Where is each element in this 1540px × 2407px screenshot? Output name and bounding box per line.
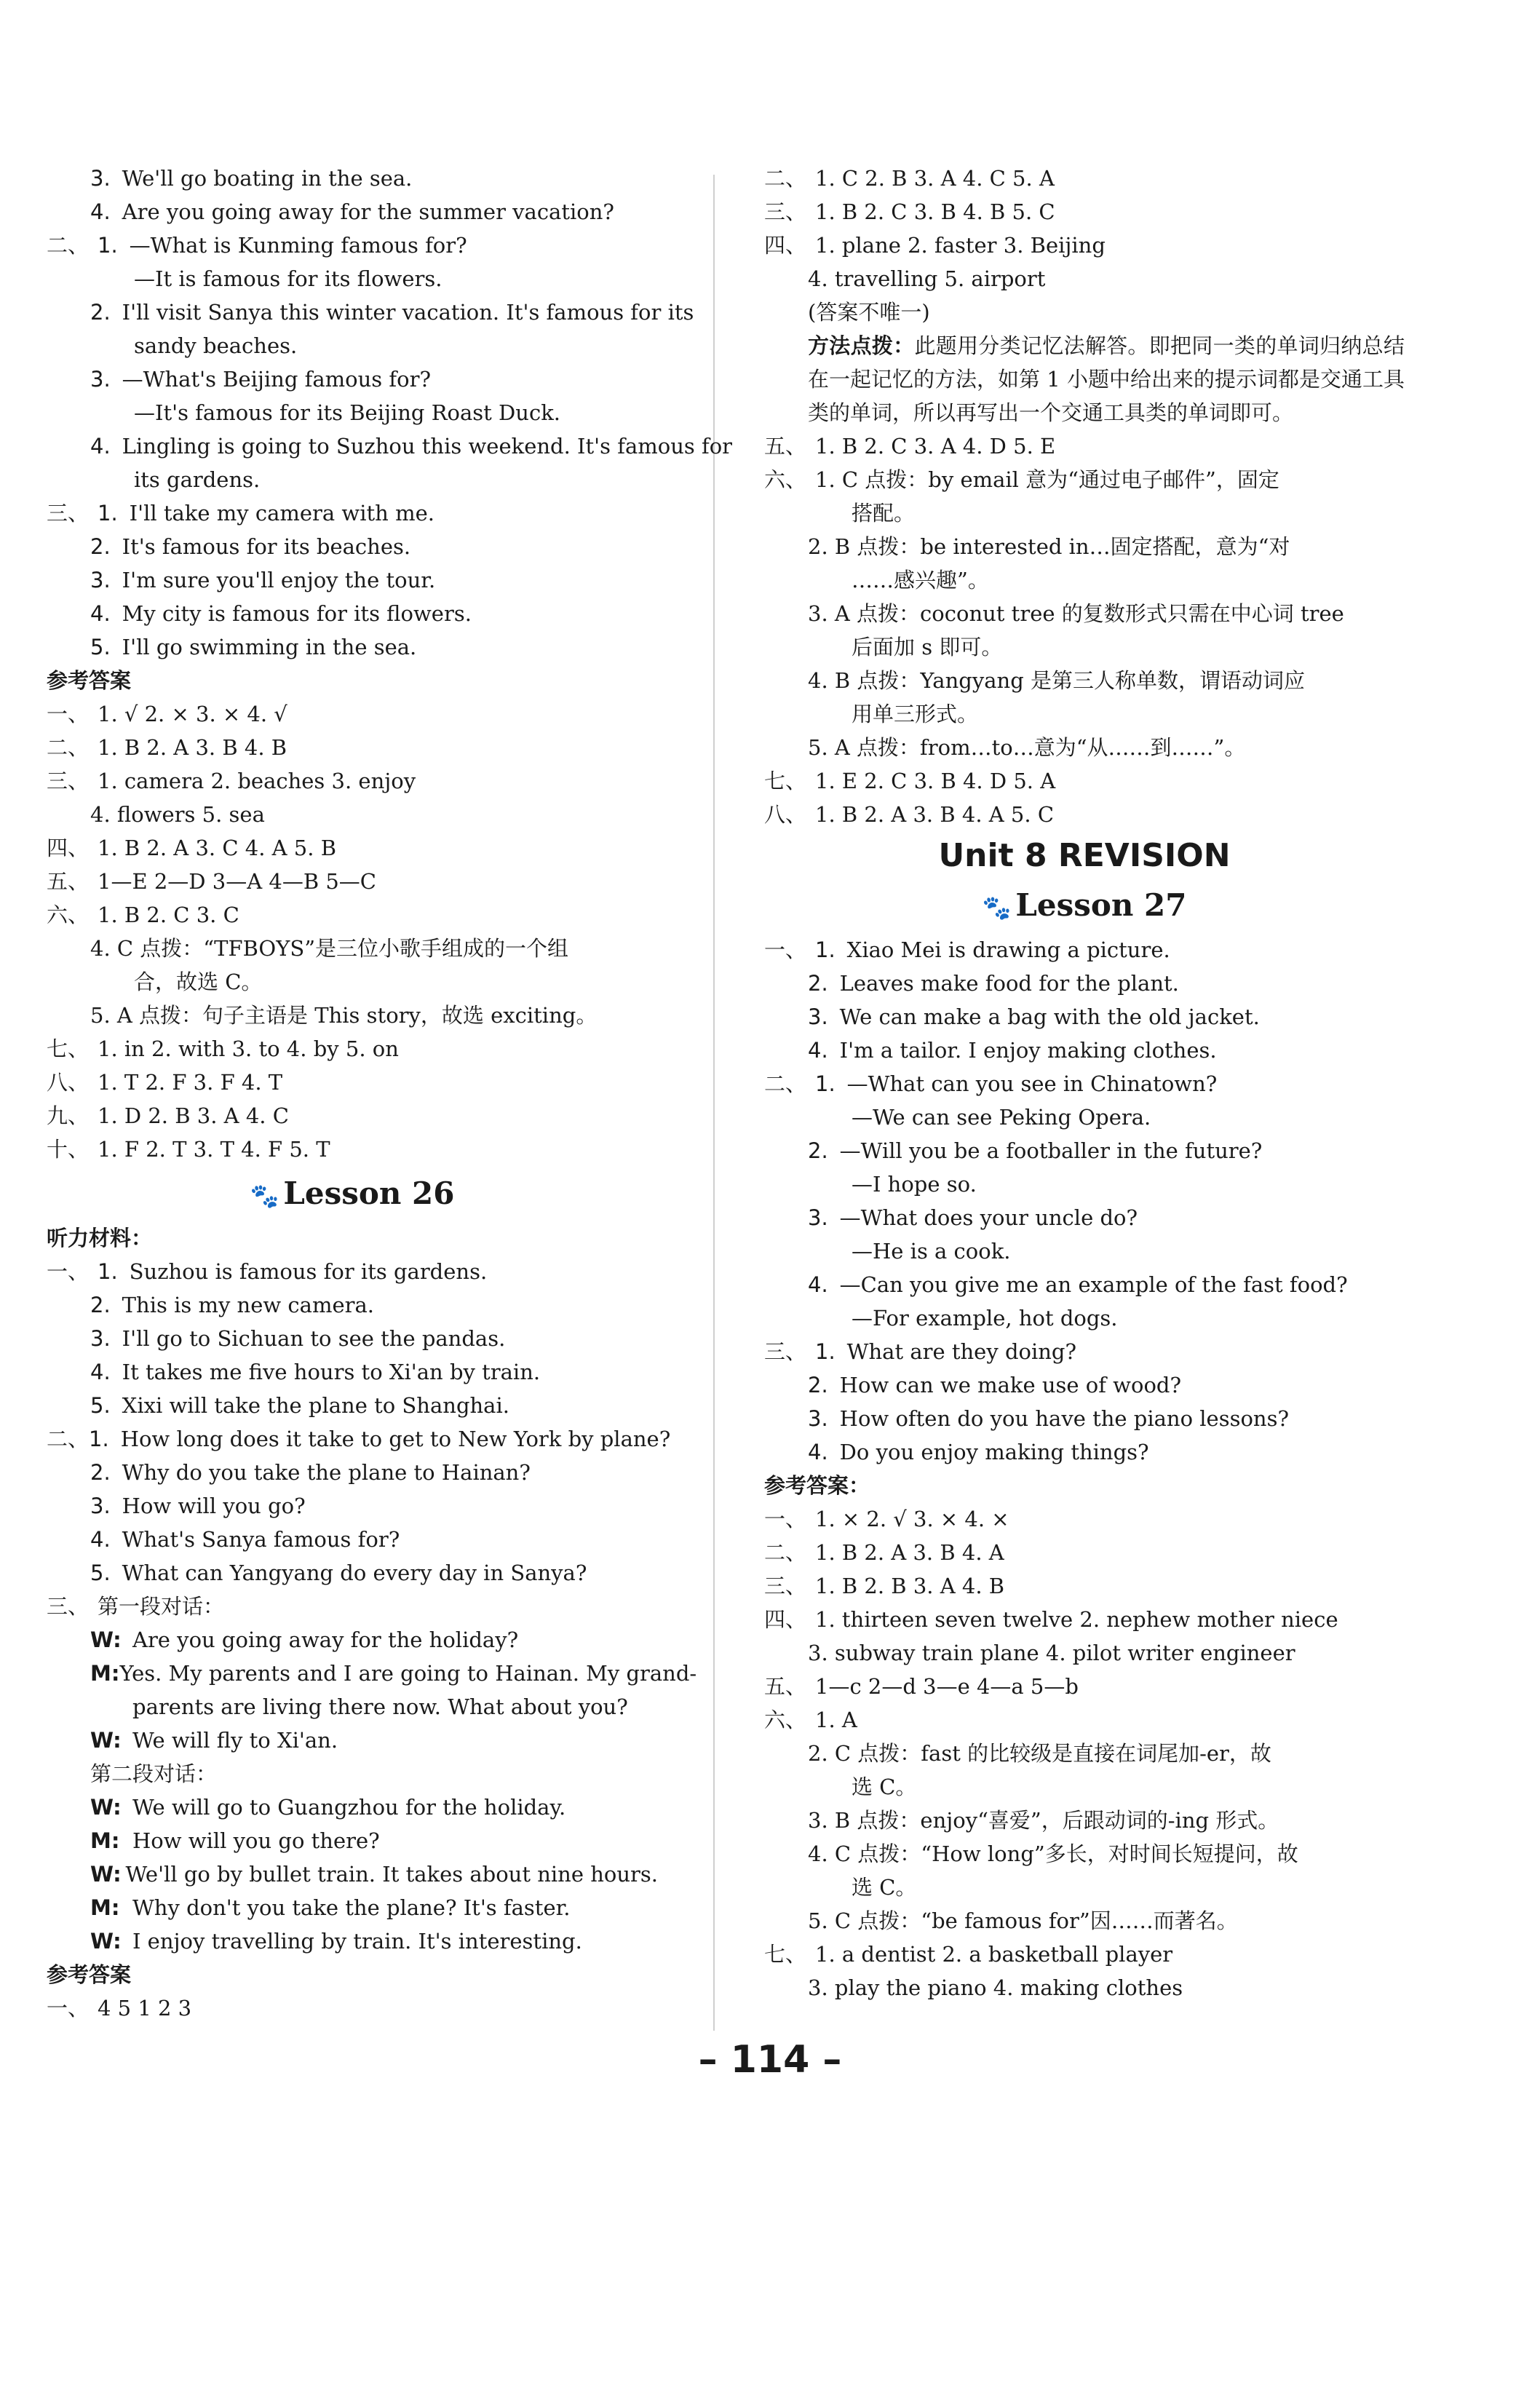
item-text: I'm a tailor. I enjoy making clothes.: [839, 1038, 1217, 1063]
method-text: 此题用分类记忆法解答。即把同一类的单词归纳总结在一起记忆的方法，如第 1 小题中给出来的提示词都是交通工具类的单词，所以再写出一个交通工具类的单词即可。: [808, 333, 1405, 425]
section-label: 三、: [764, 1574, 807, 1598]
section-label: 三、: [47, 501, 90, 526]
right-top-answers: [764, 162, 1405, 329]
text-line: [764, 162, 1405, 195]
section-label: 五、: [764, 434, 807, 459]
section-label: 八、: [47, 1070, 90, 1095]
text-line: [47, 1523, 658, 1556]
text-line: [764, 798, 1405, 831]
item-text: ……感兴趣”。: [852, 568, 989, 592]
section-label: 二、: [764, 1540, 807, 1565]
item-text: 1. B 2. A 3. C 4. A 5. B: [98, 836, 337, 860]
left-top-items: [47, 162, 733, 664]
item-text: 4. C 点拨：“TFBOYS”是三位小歌手组成的一个组: [90, 936, 569, 961]
item-text: 1. B 2. A 3. B 4. A: [815, 1540, 1004, 1565]
text-line: [47, 296, 694, 329]
item-text: 合，故选 C。: [134, 969, 263, 994]
dialogue-text: I enjoy travelling by train. It's interesting.: [132, 1929, 582, 1954]
text-line: [47, 1288, 658, 1322]
section-label: 三、: [47, 1594, 90, 1619]
text-line: [47, 630, 658, 664]
item-text: Do you enjoy making things?: [839, 1440, 1149, 1464]
lesson-27-items: [764, 933, 1405, 1469]
text-line: [764, 1904, 1405, 1938]
item-text: 1. B 2. B 3. A 4. B: [815, 1574, 1005, 1598]
lesson-27-title: [764, 882, 1405, 929]
section-label: 二、: [764, 166, 807, 191]
item-number: 2.: [808, 1373, 828, 1397]
text-line: [764, 1636, 1405, 1670]
item-text: —What can you see in Chinatown?: [846, 1071, 1218, 1096]
item-number: 1.: [98, 501, 118, 526]
item-text: Why do you take the plane to Hainan?: [122, 1460, 531, 1485]
section-label: 五、: [47, 869, 90, 894]
dialogue-line: [47, 1690, 658, 1724]
text-line: [764, 496, 1405, 530]
text-line: [47, 1255, 658, 1288]
item-text: —Can you give me an example of the fast food?: [839, 1272, 1348, 1297]
item-text: 4. C 点拨：“How long”多长，对时间长短提问，故: [808, 1841, 1298, 1866]
item-text: How long does it take to get to New York by plane?: [120, 1427, 671, 1451]
page-number: – 114 –: [698, 2038, 842, 2082]
text-line: [764, 1938, 1405, 1971]
text-line: [764, 262, 1405, 296]
paw-icon: 🐾: [250, 1182, 279, 1210]
section-label: 一、: [764, 1507, 807, 1531]
item-number: 1.: [815, 937, 836, 962]
speaker-label: W:: [90, 1728, 122, 1753]
dialogue-line: [47, 1791, 658, 1824]
text-line: [47, 362, 658, 396]
answers-heading: 参考答案: [47, 668, 132, 693]
section-label: 四、: [764, 1607, 807, 1632]
text-line: [764, 1435, 1405, 1469]
dialogue-text: Are you going away for the holiday?: [132, 1627, 519, 1652]
item-text: I'll go swimming in the sea.: [122, 635, 417, 659]
text-line: [764, 530, 1405, 563]
text-line: [47, 1456, 658, 1489]
item-text: —What's Beijing famous for?: [122, 367, 432, 392]
text-line: [47, 195, 658, 229]
text-line: [764, 1034, 1405, 1067]
item-text: We can make a bag with the old jacket.: [839, 1004, 1260, 1029]
text-line: [764, 597, 1405, 630]
method-tip: [764, 329, 1405, 429]
lesson-26-text: Lesson 26: [283, 1175, 455, 1211]
dialogue-text: Yes. My parents and I are going to Hainan. My grand-: [119, 1661, 697, 1686]
dialogue-2-heading: [47, 1757, 658, 1791]
item-text: My city is famous for its flowers.: [122, 601, 472, 626]
item-text: 用单三形式。: [852, 702, 979, 726]
dialogue-2-head-text: 第二段对话：: [90, 1761, 218, 1786]
section-label: 一、: [47, 1996, 90, 2021]
text-line: [764, 1101, 1405, 1134]
lesson-27-text: Lesson 27: [1015, 887, 1187, 923]
text-line: [47, 831, 658, 865]
item-number: 3.: [808, 1205, 828, 1230]
dialogue-line: [47, 1924, 658, 1958]
item-text: 1. camera 2. beaches 3. enjoy: [98, 769, 416, 793]
item-text: 3. A 点拨：coconut tree 的复数形式只需在中心词 tree: [808, 601, 1344, 626]
item-text: —It's famous for its Beijing Roast Duck.: [134, 400, 561, 425]
text-line: [764, 1134, 1405, 1167]
item-text: 1. F 2. T 3. T 4. F 5. T: [98, 1137, 330, 1162]
text-line: [764, 1770, 1405, 1804]
item-text: 3. B 点拨：enjoy“喜爱”，后跟动词的-ing 形式。: [808, 1808, 1279, 1833]
unit-title: Unit 8 REVISION: [938, 837, 1231, 874]
text-line: [47, 1355, 658, 1389]
item-text: 后面加 s 即可。: [852, 635, 1003, 659]
text-line: [764, 1201, 1405, 1234]
text-line: [764, 697, 1405, 731]
text-line: [764, 1067, 1405, 1101]
dialogue-text: We will fly to Xi'an.: [132, 1728, 338, 1753]
item-text: What are they doing?: [846, 1339, 1077, 1364]
dialogue-line: [47, 1824, 658, 1857]
item-text: 1. in 2. with 3. to 4. by 5. on: [98, 1036, 399, 1061]
section-label: 七、: [764, 1942, 807, 1967]
item-text: (答案不唯一): [808, 300, 930, 325]
text-line: [47, 1322, 658, 1355]
text-line: [764, 296, 1405, 329]
text-line: [47, 262, 658, 296]
text-line: [47, 999, 658, 1032]
item-text: Suzhou is famous for its gardens.: [129, 1259, 488, 1284]
item-text: 5. A 点拨：from…to…意为“从……到……”。: [808, 735, 1246, 760]
item-text: —He is a cook.: [852, 1239, 1011, 1264]
item-text: Xiao Mei is drawing a picture.: [846, 937, 1170, 962]
item-text: its gardens.: [134, 467, 261, 492]
text-line: [764, 1502, 1405, 1536]
item-number: 4.: [90, 1527, 111, 1552]
item-text: Are you going away for the summer vacation?: [122, 199, 614, 224]
speaker-label: W:: [90, 1795, 122, 1820]
listening-heading: 听力材料：: [47, 1226, 153, 1250]
item-text: I'm sure you'll enjoy the tour.: [122, 568, 436, 592]
section-label: 一、: [47, 702, 90, 726]
item-text: How will you go?: [122, 1494, 306, 1518]
text-line: [47, 731, 658, 764]
text-line: [47, 162, 658, 195]
section-label: 六、: [47, 903, 90, 927]
item-text: 1. B 2. C 3. C: [98, 903, 239, 927]
text-line: [47, 229, 658, 262]
text-line: [47, 898, 658, 932]
right-answers: [764, 1502, 1405, 2004]
item-text: 1. D 2. B 3. A 4. C: [98, 1103, 289, 1128]
dialogue-text: Why don't you take the plane? It's faster.: [132, 1895, 571, 1920]
item-text: sandy beaches.: [134, 333, 298, 358]
dialogue-line: [47, 1657, 697, 1690]
item-number: 1.: [815, 1339, 836, 1364]
text-line: [764, 1402, 1405, 1435]
item-number: 4.: [808, 1440, 828, 1464]
text-line: [47, 1556, 658, 1590]
text-line: [764, 1335, 1405, 1368]
method-label: 方法点拨：: [808, 333, 915, 358]
speaker-label: W:: [90, 1929, 122, 1954]
section-label: 二、: [47, 1427, 90, 1451]
paw-icon: 🐾: [982, 894, 1012, 921]
item-text: 1. B 2. C 3. B 4. B 5. C: [815, 199, 1055, 224]
text-line: [764, 1569, 1405, 1603]
section-label: 二、: [47, 735, 90, 760]
section-label: 四、: [764, 233, 807, 258]
item-text: 4. travelling 5. airport: [808, 266, 1046, 291]
section-label: 九、: [47, 1103, 90, 1128]
dialogue-line: [47, 1891, 658, 1924]
item-text: How can we make use of wood?: [839, 1373, 1182, 1397]
speaker-label: M:: [90, 1661, 120, 1686]
item-text: 1. √ 2. × 3. × 4. √: [98, 702, 287, 726]
item-number: 4.: [90, 1360, 111, 1384]
text-line: [47, 429, 733, 463]
item-text: 1. × 2. √ 3. × 4. ×: [815, 1507, 1009, 1531]
text-line: [764, 664, 1405, 697]
text-line: [47, 965, 658, 999]
section-label: 三、: [764, 1339, 807, 1364]
item-number: 3.: [90, 1494, 111, 1518]
dialogue-line: [47, 1857, 658, 1891]
item-text: What can Yangyang do every day in Sanya?: [122, 1561, 587, 1585]
dialogue-1: [47, 1623, 697, 1757]
text-line: [764, 1804, 1405, 1837]
item-text: We'll go boating in the sea.: [122, 166, 413, 191]
item-text: —It is famous for its flowers.: [134, 266, 442, 291]
item-number: 1.: [98, 233, 118, 258]
section-label: 六、: [764, 1708, 807, 1732]
section-label: 七、: [764, 769, 807, 793]
item-number: 2.: [90, 534, 111, 559]
text-line: [47, 1991, 658, 2025]
item-number: 2.: [808, 1138, 828, 1163]
dialogue-section: [47, 1590, 658, 1623]
item-text: —For example, hot dogs.: [852, 1306, 1118, 1331]
item-text: 1. C 2. B 3. A 4. C 5. A: [815, 166, 1055, 191]
item-number: 2.: [90, 1460, 111, 1485]
section-label: 一、: [764, 937, 807, 962]
text-line: [764, 731, 1405, 764]
dialogue-text: We will go to Guangzhou for the holiday.: [132, 1795, 566, 1820]
item-number: 5.: [90, 1561, 111, 1585]
text-line: [764, 463, 1405, 496]
text-line: [47, 1489, 658, 1523]
section-label: 一、: [47, 1259, 90, 1284]
text-line: [764, 229, 1405, 262]
item-number: 3.: [90, 568, 111, 592]
dialogue-line: [47, 1623, 658, 1657]
speaker-label: M:: [90, 1828, 120, 1853]
section-label: 十、: [47, 1137, 90, 1162]
item-text: 2. C 点拨：fast 的比较级是直接在词尾加-er，故: [808, 1741, 1271, 1766]
item-text: 选 C。: [852, 1875, 917, 1900]
text-line: [764, 1670, 1405, 1703]
item-number: 4.: [90, 434, 111, 459]
item-text: 4. B 点拨：Yangyang 是第三人称单数，谓语动词应: [808, 668, 1305, 693]
dialogue-text: We'll go by bullet train. It takes about nine hours.: [125, 1862, 658, 1887]
item-number: 4.: [808, 1038, 828, 1063]
item-text: It takes me five hours to Xi'an by train.: [122, 1360, 541, 1384]
section-label: 五、: [764, 1674, 807, 1699]
section-label: 三、: [47, 769, 90, 793]
item-text: 1. B 2. A 3. B 4. B: [98, 735, 287, 760]
item-text: —I hope so.: [852, 1172, 977, 1197]
text-line: [47, 697, 658, 731]
text-line: [764, 1837, 1405, 1871]
item-number: 5.: [90, 635, 111, 659]
speaker-label: W:: [90, 1862, 122, 1887]
text-line: [764, 1268, 1405, 1301]
dialogue-line: [47, 1724, 658, 1757]
item-number: 5.: [90, 1393, 111, 1418]
item-text: 1. a dentist 2. a basketball player: [815, 1942, 1173, 1967]
item-number: 3.: [90, 1326, 111, 1351]
dialogue-text: parents are living there now. What about you?: [132, 1694, 628, 1719]
text-line: [764, 764, 1405, 798]
item-text: 搭配。: [852, 501, 916, 526]
dialogue-text: How will you go there?: [132, 1828, 380, 1853]
text-line: [47, 597, 658, 630]
text-line: [47, 865, 658, 898]
item-number: 3.: [808, 1004, 828, 1029]
item-text: 2. B 点拨：be interested in…固定搭配，意为“对: [808, 534, 1290, 559]
item-text: 1—E 2—D 3—A 4—B 5—C: [98, 869, 376, 894]
item-number: 3.: [90, 367, 111, 392]
text-line: [764, 1368, 1405, 1402]
dialogue-2: [47, 1791, 658, 1958]
right-column: [764, 162, 1405, 2004]
item-number: 2.: [90, 1293, 111, 1317]
text-line: [47, 530, 658, 563]
item-text: 5. C 点拨：“be famous for”因……而著名。: [808, 1908, 1238, 1933]
section-label: 七、: [47, 1036, 90, 1061]
text-line: [47, 932, 658, 965]
text-line: [764, 1703, 1405, 1737]
left-answers: [47, 697, 658, 1166]
section-label: 二、: [764, 1071, 807, 1096]
item-text: I'll visit Sanya this winter vacation. It's famous for its: [122, 300, 694, 325]
item-number: 3.: [90, 166, 111, 191]
dialogue-1-heading: 第一段对话：: [98, 1594, 225, 1619]
text-line: [764, 1603, 1405, 1636]
item-number: 4.: [90, 199, 111, 224]
item-number: 2.: [808, 971, 828, 996]
item-text: —What is Kunming famous for?: [129, 233, 467, 258]
section-label: 四、: [47, 836, 90, 860]
text-line: [764, 429, 1405, 463]
section-label: 二、: [47, 233, 90, 258]
right-mid-answers: [764, 429, 1405, 831]
text-line: [47, 463, 658, 496]
left-answers-2: [47, 1991, 658, 2025]
text-line: [764, 1536, 1405, 1569]
text-line: [764, 1234, 1405, 1268]
item-text: Lingling is going to Suzhou this weekend. It's famous for: [122, 434, 733, 459]
answers-heading-2: 参考答案: [47, 1962, 132, 1987]
item-text: 1. thirteen seven twelve 2. nephew mother niece: [815, 1607, 1338, 1632]
text-line: [47, 1032, 658, 1066]
item-text: 1. E 2. C 3. B 4. D 5. A: [815, 769, 1056, 793]
section-label: 六、: [764, 467, 807, 492]
section-label: 三、: [764, 199, 807, 224]
text-line: [47, 396, 658, 429]
item-text: 4. flowers 5. sea: [90, 802, 265, 827]
speaker-label: M:: [90, 1895, 120, 1920]
text-line: [764, 1871, 1405, 1904]
answers-heading-right: 参考答案：: [764, 1473, 870, 1498]
text-line: [47, 764, 658, 798]
item-text: —What does your uncle do?: [839, 1205, 1138, 1230]
text-line: [47, 1099, 658, 1133]
item-number: 2.: [90, 300, 111, 325]
text-line: [764, 195, 1405, 229]
text-line: [764, 1971, 1405, 2004]
item-text: This is my new camera.: [122, 1293, 374, 1317]
item-text: 1. A: [815, 1708, 857, 1732]
item-text: 选 C。: [852, 1774, 917, 1799]
text-line: [764, 1000, 1405, 1034]
text-line: [47, 496, 658, 530]
item-number: 1.: [89, 1427, 109, 1451]
item-text: —We can see Peking Opera.: [852, 1105, 1151, 1130]
text-line: [47, 1133, 658, 1166]
item-text: How often do you have the piano lessons?: [839, 1406, 1290, 1431]
text-line: [764, 967, 1405, 1000]
item-number: 1.: [815, 1071, 836, 1096]
text-line: [47, 1422, 671, 1456]
left-column: [47, 162, 733, 2025]
text-line: [764, 563, 1405, 597]
text-line: [47, 1389, 658, 1422]
speaker-label: W:: [90, 1627, 122, 1652]
item-text: 5. A 点拨：句子主语是 This story，故选 exciting。: [90, 1003, 598, 1028]
text-line: [47, 329, 658, 362]
text-line: [764, 1301, 1405, 1335]
item-text: It's famous for its beaches.: [122, 534, 411, 559]
item-text: —Will you be a footballer in the future?: [839, 1138, 1263, 1163]
item-text: 1. B 2. C 3. A 4. D 5. E: [815, 434, 1056, 459]
text-line: [764, 630, 1405, 664]
item-text: 1. T 2. F 3. F 4. T: [98, 1070, 283, 1095]
text-line: [47, 798, 658, 831]
item-text: I'll take my camera with me.: [129, 501, 434, 526]
item-text: What's Sanya famous for?: [122, 1527, 400, 1552]
text-line: [764, 933, 1405, 967]
text-line: [47, 1066, 658, 1099]
item-text: 1—c 2—d 3—e 4—a 5—b: [815, 1674, 1079, 1699]
item-text: Leaves make food for the plant.: [839, 971, 1179, 996]
item-text: 1. C 点拨：by email 意为“通过电子邮件”，固定: [815, 467, 1279, 492]
item-text: 3. play the piano 4. making clothes: [808, 1975, 1183, 2000]
item-number: 4.: [90, 601, 111, 626]
section-label: 八、: [764, 802, 807, 827]
listening-items: [47, 1255, 671, 1590]
item-text: 1. plane 2. faster 3. Beijing: [815, 233, 1106, 258]
item-text: 3. subway train plane 4. pilot writer engineer: [808, 1641, 1295, 1665]
item-number: 1.: [98, 1259, 118, 1284]
text-line: [47, 563, 658, 597]
item-text: Xixi will take the plane to Shanghai.: [122, 1393, 509, 1418]
item-text: 1. B 2. A 3. B 4. A 5. C: [815, 802, 1055, 827]
item-number: 3.: [808, 1406, 828, 1431]
text-line: [764, 1167, 1405, 1201]
text-line: [764, 1737, 1405, 1770]
item-text: I'll go to Sichuan to see the pandas.: [122, 1326, 506, 1351]
item-text: 4 5 1 2 3: [98, 1996, 192, 2021]
item-number: 4.: [808, 1272, 828, 1297]
lesson-26-title: [47, 1170, 658, 1217]
